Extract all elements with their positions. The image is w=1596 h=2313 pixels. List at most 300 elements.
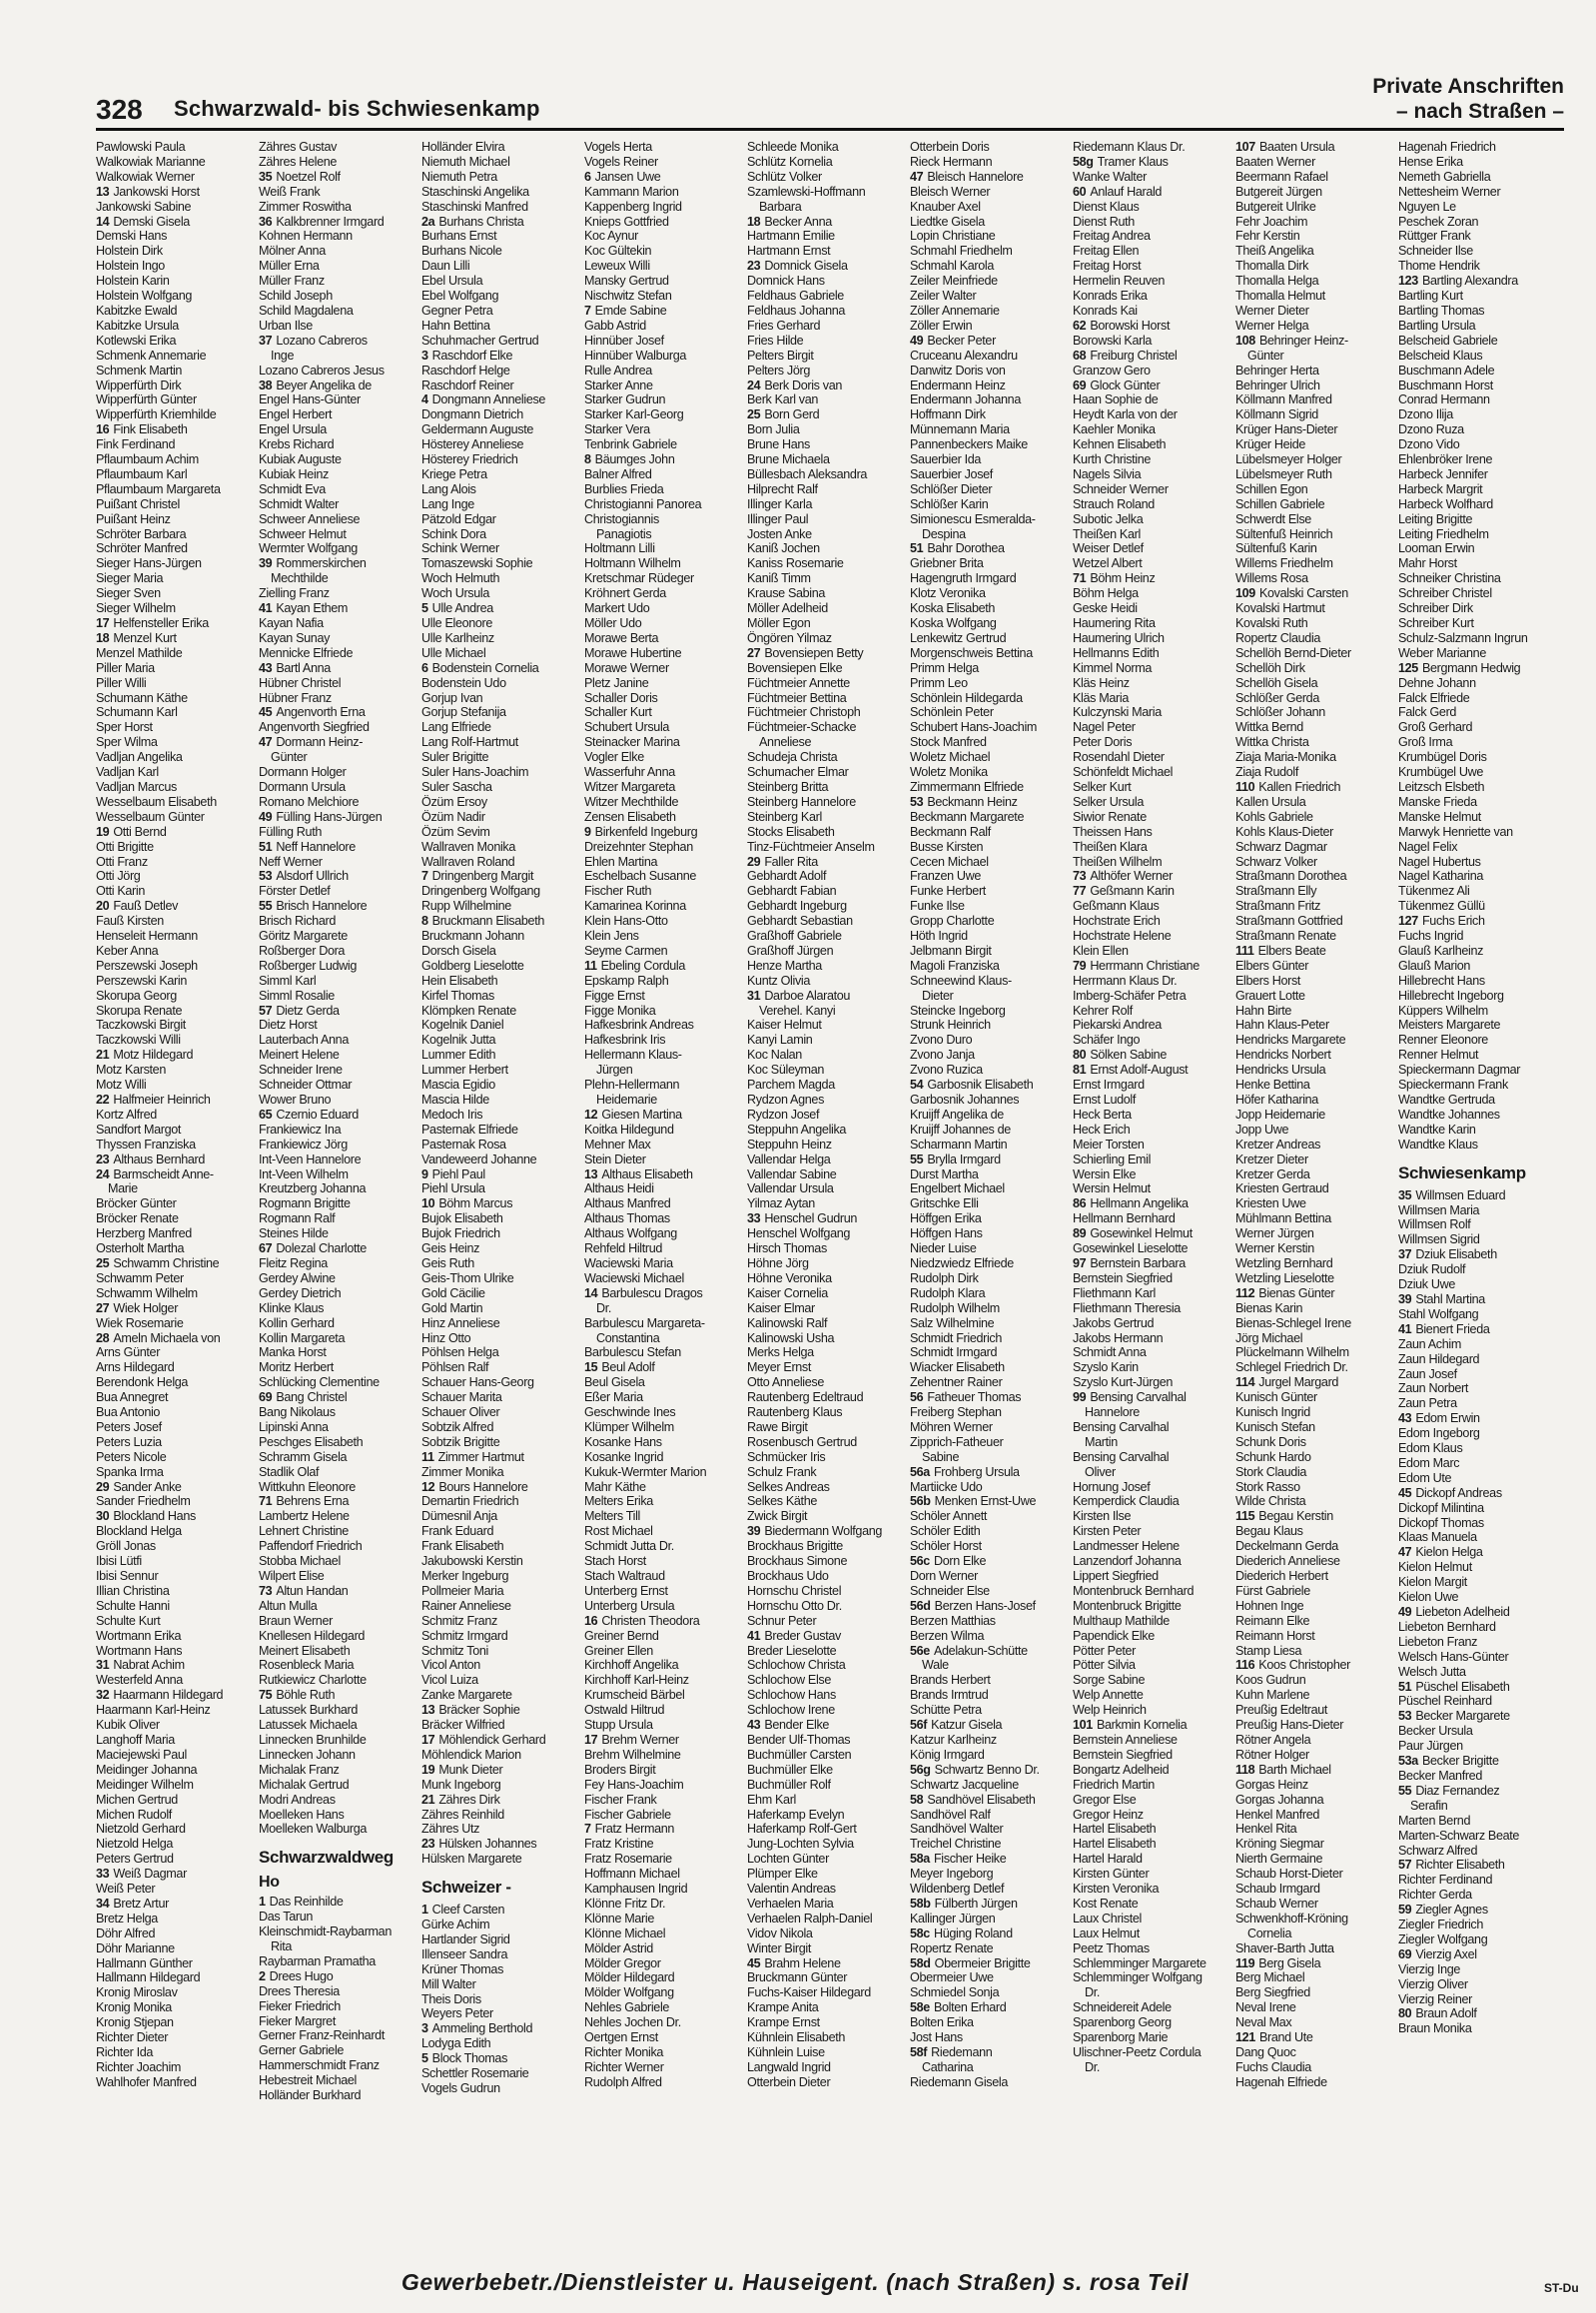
resident-entry [259, 1808, 418, 1823]
resident-entry [1235, 661, 1395, 676]
resident-entry [910, 795, 1070, 810]
resident-entry [421, 1196, 581, 1211]
house-number: 68 [1073, 348, 1087, 363]
resident-entry [584, 1167, 744, 1182]
resident-entry [1073, 1808, 1232, 1823]
resident-entry [747, 691, 907, 706]
resident-entry [747, 437, 907, 452]
resident-name: Winter Birgit [747, 1940, 812, 1955]
resident-name: Ulischner-Peetz Cordula [1073, 2045, 1201, 2059]
resident-name: Kogelnik Jutta [421, 1033, 496, 1048]
resident-name: Straßmann Elly [1235, 884, 1317, 899]
house-number: 53 [259, 869, 273, 884]
resident-entry [421, 1837, 581, 1852]
resident-name: Sandfort Margot [96, 1122, 182, 1137]
resident-entry [1398, 869, 1558, 884]
resident-entry [584, 1629, 744, 1644]
resident-name: Selkes Andreas [747, 1479, 830, 1494]
resident-name: Kirchhoff Angelika [584, 1658, 679, 1673]
resident-name: Schneewind Klaus- [910, 973, 1012, 988]
resident-name: Frank Eduard [421, 1524, 494, 1539]
resident-name: Demski Gisela [113, 214, 190, 229]
resident-entry [1398, 795, 1558, 810]
resident-name: Fürst Gabriele [1235, 1583, 1310, 1598]
resident-name: Kalkbrenner Irmgard [276, 214, 385, 229]
resident-name: Hartmann Ernst [747, 244, 831, 259]
resident-name: Diederich Herbert [1235, 1569, 1328, 1583]
resident-name: Edom Klaus [1398, 1441, 1463, 1456]
resident-entry [421, 1673, 581, 1688]
resident-name: Zeiler Meinfriede [910, 274, 998, 289]
resident-name: Vicol Luiza [421, 1673, 478, 1688]
resident-name: Funke Ilse [910, 899, 965, 914]
resident-name: Friedrich Martin [1073, 1777, 1155, 1792]
resident-name: Schlütz Kornelia [747, 154, 833, 169]
resident-name: Schramm Gisela [259, 1449, 348, 1464]
resident-name: Wildenberg Detlef [910, 1882, 1005, 1897]
resident-name: Wittka Christa [1235, 735, 1309, 750]
resident-name: Kleinschmidt-Raybarman [259, 1925, 392, 1939]
resident-entry [1235, 422, 1395, 437]
resident-name: Sper Horst [96, 720, 153, 735]
resident-name: Hagenah Friedrich [1398, 140, 1496, 154]
resident-name: Kronig Monika [96, 2000, 172, 2015]
resident-name: Buschmann Adele [1398, 363, 1495, 378]
resident-name: Kosanke Ingrid [584, 1449, 664, 1464]
resident-entry [910, 2045, 1070, 2060]
resident-entry [1073, 244, 1232, 259]
resident-entry [1073, 467, 1232, 482]
resident-entry [747, 1256, 907, 1271]
resident-name: Geßmann Klaus [1073, 899, 1160, 914]
resident-entry [1235, 1748, 1395, 1763]
resident-entry [910, 1435, 1070, 1450]
resident-entry [96, 155, 256, 170]
resident-entry [1073, 1420, 1232, 1435]
resident-entry-continuation [584, 1331, 744, 1346]
resident-entry [1235, 765, 1395, 780]
resident-entry [584, 2015, 744, 2030]
resident-name: Schauer Hans-Georg [421, 1375, 534, 1390]
resident-entry [96, 1599, 256, 1614]
resident-name: Krampe Anita [747, 2000, 819, 2015]
resident-name: Rogmann Ralf [259, 1211, 336, 1226]
resident-entry [96, 319, 256, 334]
resident-entry-continuation [584, 1093, 744, 1108]
resident-name: Ostwald Hiltrud [584, 1703, 665, 1718]
resident-entry [910, 1539, 1070, 1554]
resident-entry [1235, 2045, 1395, 2060]
resident-name: Werner Kerstin [1235, 1241, 1314, 1256]
resident-entry [747, 571, 907, 586]
resident-entry [96, 1882, 256, 1897]
resident-name: Koos Christopher [1258, 1658, 1350, 1673]
resident-name: Thomalla Helga [1235, 274, 1319, 289]
resident-entry [96, 1673, 256, 1688]
resident-name: Schaller Doris [584, 690, 658, 705]
resident-name: Kayan Nafia [259, 616, 324, 630]
resident-entry [1398, 392, 1558, 407]
resident-name: Raschdorf Elke [431, 348, 513, 363]
resident-name: Daun Lilli [421, 259, 470, 274]
resident-name: Lozano Cabreros [276, 333, 368, 348]
resident-name: Pelters Birgit [747, 348, 814, 363]
resident-entry [421, 1658, 581, 1673]
house-number: 4 [421, 392, 428, 407]
resident-name: Nagel Katharina [1398, 869, 1484, 884]
resident-entry [1398, 155, 1558, 170]
house-number: 81 [1073, 1063, 1087, 1078]
resident-entry [1073, 795, 1232, 810]
resident-entry [1398, 1724, 1558, 1739]
resident-entry [259, 1345, 418, 1360]
resident-name: Skorupa Renate [96, 1003, 183, 1018]
house-number: 16 [584, 1613, 598, 1628]
resident-name: Lopin Christiane [910, 229, 996, 244]
resident-name: Kielon Margit [1398, 1575, 1467, 1590]
resident-entry [421, 1793, 581, 1808]
resident-name: Ulle Karlheinz [421, 630, 494, 645]
resident-entry [747, 586, 907, 601]
resident-name: Peters Nicole [96, 1449, 167, 1464]
resident-name: Stobba Michael [259, 1554, 341, 1569]
resident-entry [1398, 661, 1558, 676]
resident-name: Richter Ida [96, 2045, 154, 2059]
resident-entry [910, 1420, 1070, 1435]
resident-entry [259, 556, 418, 571]
resident-name: Vadljan Angelika [96, 750, 183, 765]
resident-name: Fuchs Claudia [1235, 2059, 1311, 2074]
resident-entry [421, 616, 581, 631]
resident-entry [1073, 780, 1232, 795]
resident-name: Steinberg Britta [747, 779, 829, 794]
house-number: 116 [1235, 1658, 1255, 1673]
house-number: 31 [747, 988, 761, 1003]
house-number: 69 [259, 1390, 273, 1405]
resident-entry [1073, 884, 1232, 899]
resident-entry [1235, 1509, 1395, 1524]
resident-entry [96, 1688, 256, 1703]
resident-entry [747, 884, 907, 899]
resident-name: Edom Marc [1398, 1455, 1460, 1470]
resident-name: Kurth Christine [1073, 452, 1152, 467]
resident-entry [421, 735, 581, 750]
resident-entry [1398, 200, 1558, 215]
resident-entry [747, 631, 907, 646]
resident-name: Rutkiewicz Charlotte [259, 1673, 367, 1688]
resident-name: Figge Monika [584, 1003, 656, 1018]
resident-entry [421, 497, 581, 512]
resident-entry [1073, 1956, 1232, 1971]
resident-name: Edom Ingeborg [1398, 1426, 1480, 1441]
resident-name: Pflaumbaum Margareta [96, 481, 221, 496]
resident-name: Fleitz Regina [259, 1255, 328, 1270]
resident-entry [584, 1524, 744, 1539]
resident-entry [1073, 1375, 1232, 1390]
resident-name: Knellesen Hildegard [259, 1628, 366, 1643]
resident-name: Schweer Helmut [259, 526, 347, 541]
resident-name: Modri Andreas [259, 1792, 336, 1807]
resident-name: Serafin [1410, 1798, 1448, 1813]
resident-entry [259, 1375, 418, 1390]
resident-entry [1073, 185, 1232, 200]
resident-entry [910, 1256, 1070, 1271]
resident-entry [1073, 1063, 1232, 1078]
resident-name: Illinger Paul [747, 511, 809, 526]
resident-name: Buchmüller Carsten [747, 1747, 852, 1762]
resident-entry [910, 1316, 1070, 1331]
resident-name: Kohnen Hermann [259, 229, 353, 244]
resident-entry [1398, 349, 1558, 364]
resident-entry [1073, 1256, 1232, 1271]
resident-name: Gerner Franz-Reinhardt [259, 2028, 385, 2043]
resident-name: Stamp Liesa [1235, 1643, 1302, 1658]
resident-name: Lang Rolf-Hartmut [421, 735, 518, 750]
resident-entry [259, 1450, 418, 1465]
resident-name: Schneiker Christina [1398, 571, 1501, 586]
resident-name: Kretzer Andreas [1235, 1137, 1321, 1152]
resident-name: Anneliese [759, 735, 812, 750]
resident-entry [1073, 1793, 1232, 1808]
resident-name: Koos Gudrun [1235, 1673, 1306, 1688]
resident-name: Hein Elisabeth [421, 973, 498, 988]
resident-entry [584, 467, 744, 482]
resident-entry [96, 914, 256, 929]
resident-entry [421, 586, 581, 601]
resident-entry [96, 1286, 256, 1301]
resident-entry [1235, 825, 1395, 840]
resident-name: Kallen Friedrich [1258, 779, 1341, 794]
house-number: 97 [1073, 1255, 1087, 1270]
resident-name: Freiberg Stephan [910, 1405, 1002, 1420]
resident-name: Schubert Hans-Joachim [910, 720, 1038, 735]
resident-entry [910, 1123, 1070, 1138]
resident-entry [584, 140, 744, 155]
resident-entry [96, 1822, 256, 1837]
resident-name: Burhans Nicole [421, 244, 502, 259]
resident-entry [584, 170, 744, 185]
resident-name: Wale [922, 1658, 949, 1673]
resident-entry [1398, 1396, 1558, 1411]
house-number: 18 [747, 214, 761, 229]
resident-name: Hochstrate Helene [1073, 929, 1172, 944]
resident-name: Kunisch Günter [1235, 1390, 1317, 1405]
resident-name: Fülberth Jürgen [934, 1896, 1018, 1911]
resident-entry [1073, 407, 1232, 422]
resident-entry [584, 616, 744, 631]
resident-entry [421, 1286, 581, 1301]
resident-entry [259, 1211, 418, 1226]
resident-entry [747, 720, 907, 735]
resident-entry [1398, 482, 1558, 497]
resident-entry [259, 869, 418, 884]
resident-entry [259, 616, 418, 631]
resident-entry [96, 735, 256, 750]
resident-name: Schlochow Hans [747, 1688, 836, 1703]
house-number: 58d [910, 1955, 931, 1970]
resident-entry [584, 1196, 744, 1211]
resident-entry [1398, 944, 1558, 959]
resident-entry [1073, 379, 1232, 393]
resident-name: Osterholt Martha [96, 1241, 185, 1256]
resident-entry [421, 1048, 581, 1063]
resident-name: Tükenmez Güllü [1398, 899, 1485, 914]
resident-name: Nieder Luise [910, 1241, 977, 1256]
resident-name: Baaten Werner [1235, 154, 1315, 169]
resident-name: Engel Hans-Günter [259, 392, 361, 407]
directory-column-9 [1398, 140, 1558, 2267]
resident-name: Kabitzke Ewald [96, 303, 178, 318]
resident-name: Walkowiak Marianne [96, 154, 206, 169]
resident-name: Fischer Heike [933, 1852, 1007, 1867]
resident-entry [1398, 1903, 1558, 1918]
resident-name: Starker Vera [584, 422, 650, 437]
resident-name: Emde Sabine [594, 303, 667, 318]
resident-name: Leitzsch Elsbeth [1398, 779, 1485, 794]
resident-entry [1398, 691, 1558, 706]
resident-name: Braun Monika [1398, 2021, 1472, 2036]
resident-entry [421, 1688, 581, 1703]
resident-name: Behringer Heinz- [1258, 333, 1348, 348]
resident-name: Hillebrecht Hans [1398, 973, 1485, 988]
resident-entry [1398, 735, 1558, 750]
resident-name: Sandhövel Ralf [910, 1807, 991, 1822]
resident-entry [96, 422, 256, 437]
resident-name: Schwamm Wilhelm [96, 1285, 198, 1300]
resident-name: Wermter Wolfgang [259, 541, 358, 556]
resident-name: Salz Wilhelmine [910, 1315, 995, 1330]
resident-entry [910, 840, 1070, 855]
resident-entry [1235, 1941, 1395, 1956]
resident-name: Kabitzke Ursula [96, 318, 179, 333]
resident-entry [584, 1048, 744, 1063]
resident-entry [1398, 1784, 1558, 1799]
house-number: 57 [1398, 1858, 1412, 1873]
resident-name: Born Gerd [764, 407, 820, 422]
resident-entry [259, 170, 418, 185]
resident-name: Stadlik Olaf [259, 1464, 320, 1479]
house-number: 12 [421, 1479, 435, 1494]
resident-name: Buchmüller Elke [747, 1762, 833, 1777]
resident-entry [96, 1763, 256, 1778]
resident-entry [747, 869, 907, 884]
house-number: 58c [910, 1926, 930, 1940]
resident-name: Schreiber Kurt [1398, 616, 1474, 630]
resident-name: Ehm Karl [747, 1792, 796, 1807]
resident-name: Ropertz Claudia [1235, 630, 1321, 645]
resident-name: Taczkowski Birgit [96, 1018, 186, 1033]
resident-name: Raschdorf Helge [421, 363, 510, 378]
resident-name: Melters Till [584, 1509, 640, 1524]
resident-name: Montenbruck Bernhard [1073, 1583, 1195, 1598]
resident-entry [96, 1018, 256, 1033]
resident-name: Hense Erika [1398, 154, 1463, 169]
house-number: 33 [96, 1867, 110, 1882]
resident-name: Neval Irene [1235, 2000, 1296, 2015]
resident-entry [421, 422, 581, 437]
resident-entry [259, 795, 418, 810]
resident-name: Schlochow Else [747, 1673, 832, 1688]
resident-name: Berzen Hans-Josef [934, 1598, 1036, 1613]
resident-entry [747, 1316, 907, 1331]
resident-entry [421, 869, 581, 884]
section-label-line2: – nach Straßen – [1395, 100, 1564, 123]
resident-name: Renner Helmut [1398, 1048, 1479, 1063]
house-number: 39 [1398, 1291, 1412, 1306]
resident-entry-continuation [1235, 349, 1395, 364]
resident-name: Kröning Siegmar [1235, 1837, 1324, 1852]
resident-name: Taczkowski Willi [96, 1033, 181, 1048]
resident-entry [747, 1793, 907, 1808]
resident-entry [584, 1985, 744, 2000]
resident-entry [1235, 691, 1395, 706]
resident-entry [421, 1018, 581, 1033]
resident-name: Brand Ute [1258, 2030, 1313, 2045]
resident-name: Int-Veen Hannelore [259, 1152, 362, 1166]
resident-entry [96, 1167, 256, 1182]
resident-name: Berendonk Helga [96, 1375, 189, 1390]
resident-name: Hösterey Anneliese [421, 437, 524, 452]
resident-name: Lochten Günter [747, 1852, 829, 1867]
resident-entry [584, 1837, 744, 1852]
resident-entry [1073, 944, 1232, 959]
resident-name: Figge Ernst [584, 988, 645, 1003]
resident-name: Zvono Janja [910, 1048, 975, 1063]
directory-column-3 [421, 140, 581, 2267]
resident-entry [259, 1614, 418, 1629]
resident-name: Schneider Ottmar [259, 1078, 353, 1093]
resident-name: Sobtzik Brigitte [421, 1434, 500, 1449]
resident-entry [1235, 1331, 1395, 1346]
resident-name: Kirsten Ilse [1073, 1509, 1132, 1524]
resident-entry [96, 1420, 256, 1435]
resident-entry [421, 1808, 581, 1823]
resident-entry [1073, 1078, 1232, 1093]
resident-name: Vidov Nikola [747, 1926, 813, 1940]
resident-name: Bruckmann Johann [421, 929, 524, 944]
resident-name: Motz Karsten [96, 1063, 166, 1078]
resident-name: Magoli Franziska [910, 958, 1000, 973]
resident-entry [1073, 319, 1232, 334]
resident-name: Schwamm Christine [113, 1255, 220, 1270]
resident-entry [259, 1969, 418, 1984]
resident-entry [1073, 1658, 1232, 1673]
resident-entry [584, 944, 744, 959]
resident-name: Straßmann Gottfried [1235, 914, 1343, 929]
resident-name: Wetzling Bernhard [1235, 1255, 1333, 1270]
resident-entry [259, 1405, 418, 1420]
resident-name: Schwartz Benno Dr. [934, 1762, 1040, 1777]
resident-entry [96, 1852, 256, 1867]
resident-entry [910, 437, 1070, 452]
resident-entry [1398, 1962, 1558, 1977]
resident-name: Otto Anneliese [747, 1375, 825, 1390]
resident-name: Klinke Klaus [259, 1300, 325, 1315]
resident-name: Christogianni Panorea [584, 496, 702, 511]
resident-entry [910, 929, 1070, 944]
resident-entry [259, 2043, 418, 2058]
resident-entry [747, 379, 907, 393]
resident-name: Theißen Wilhelm [1073, 854, 1163, 869]
resident-name: Spanka Irma [96, 1464, 164, 1479]
resident-entry [910, 1867, 1070, 1882]
resident-name: Bongartz Adelheid [1073, 1762, 1170, 1777]
resident-name: Nabrat Achim [113, 1658, 185, 1673]
resident-name: Kovalski Ruth [1235, 616, 1308, 630]
resident-entry [910, 1153, 1070, 1167]
resident-name: Münnemann Maria [910, 422, 1010, 437]
resident-entry-continuation [910, 1658, 1070, 1673]
